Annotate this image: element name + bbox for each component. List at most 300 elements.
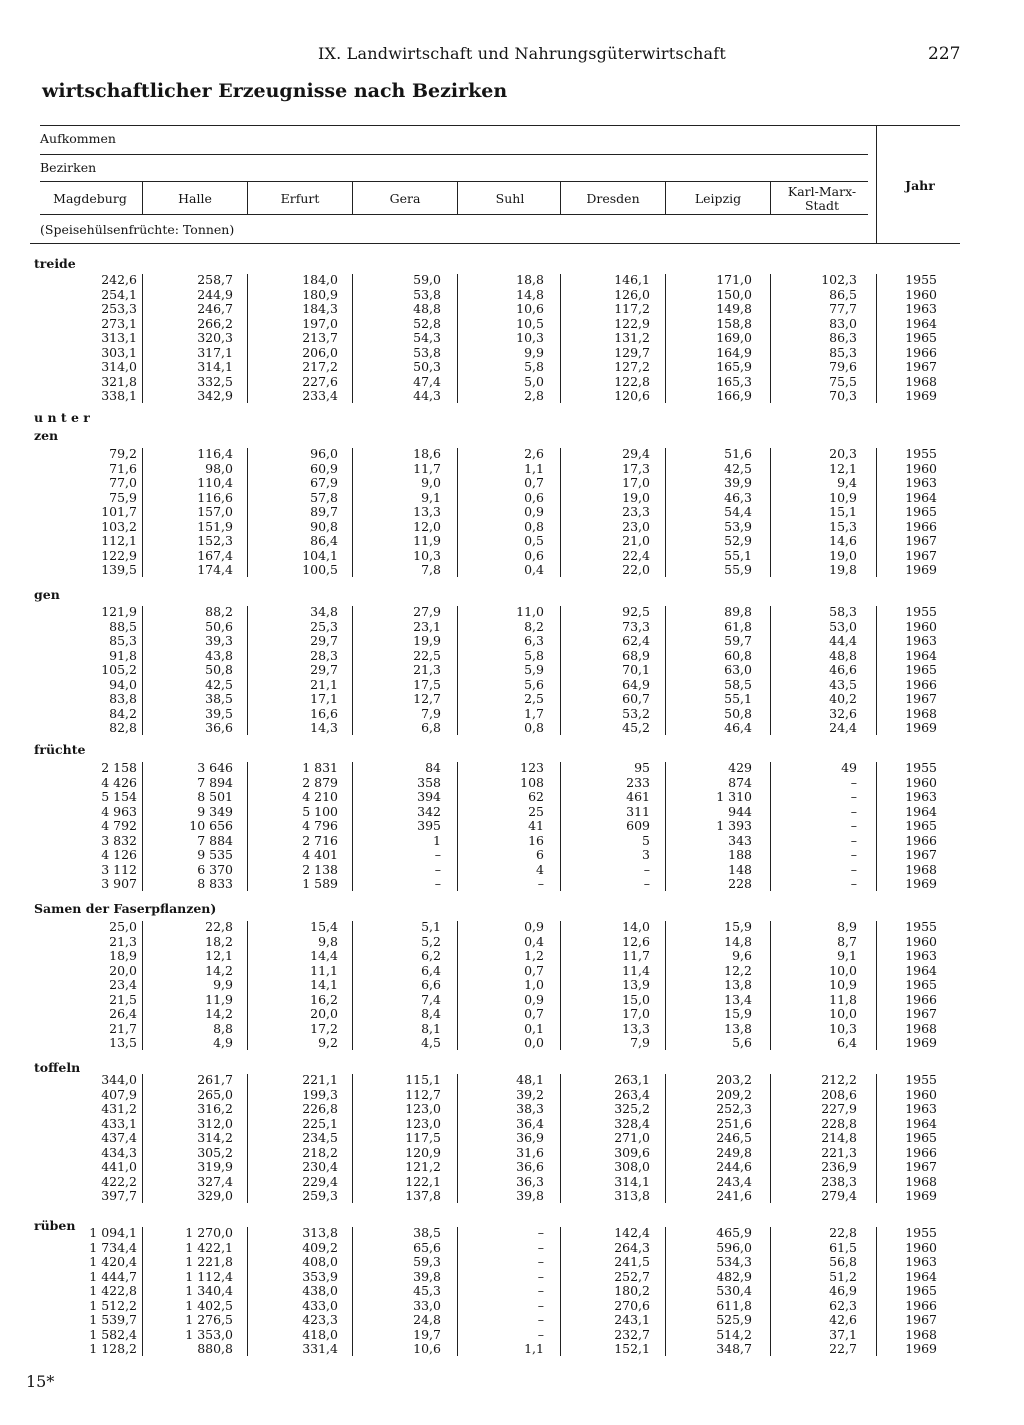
cell-magdeburg: 314,0 xyxy=(101,359,137,374)
cell-year: 1966 xyxy=(905,1144,937,1160)
table-row xyxy=(0,834,1024,848)
cell-gera: 10,6 xyxy=(413,1341,441,1356)
cell-leipzig: 243,4 xyxy=(716,1173,752,1189)
cell-gera: 12,7 xyxy=(413,691,441,706)
table-row xyxy=(0,1073,1024,1087)
table-row xyxy=(0,848,1024,862)
cell-erfurt: 90,8 xyxy=(310,518,338,534)
year-header: Jahr xyxy=(905,178,935,193)
cell-dresden: 68,9 xyxy=(622,647,650,663)
cell-dresden: 328,4 xyxy=(614,1115,650,1131)
cell-karl-marx-stadt: 221,3 xyxy=(821,1144,857,1160)
cell-halle: 22,8 xyxy=(205,919,233,934)
cell-suhl: 36,6 xyxy=(516,1159,544,1174)
cell-leipzig: 203,2 xyxy=(716,1072,752,1087)
cell-erfurt: 408,0 xyxy=(302,1254,338,1269)
cell-karl-marx-stadt: 10,0 xyxy=(829,1006,857,1021)
table-row xyxy=(0,505,1024,519)
cell-suhl: 9,9 xyxy=(524,344,544,360)
cell-gera: – xyxy=(434,861,441,877)
cell-suhl: 36,9 xyxy=(516,1130,544,1145)
cell-magdeburg: 84,2 xyxy=(109,705,137,721)
cell-dresden: 314,1 xyxy=(614,1173,650,1189)
cell-halle: 152,3 xyxy=(197,533,233,548)
cell-suhl: – xyxy=(537,1268,544,1284)
cell-year: 1969 xyxy=(905,562,937,577)
cell-erfurt: 1 589 xyxy=(302,876,338,891)
cell-gera: 39,8 xyxy=(413,1268,441,1284)
table-row xyxy=(0,649,1024,663)
cell-erfurt: 221,1 xyxy=(302,1072,338,1087)
cell-dresden: 17,0 xyxy=(622,1006,650,1021)
cell-magdeburg: 25,0 xyxy=(109,919,137,934)
cell-year: 1965 xyxy=(905,1283,937,1298)
cell-gera: 17,5 xyxy=(413,676,441,692)
section-label: gen xyxy=(34,587,60,602)
section-label: rüben xyxy=(34,1218,76,1233)
cell-year: 1968 xyxy=(905,373,937,389)
cell-leipzig: 60,8 xyxy=(724,647,752,663)
cell-leipzig: 46,4 xyxy=(724,720,752,735)
cell-dresden: 142,4 xyxy=(614,1225,650,1240)
cell-suhl: 16 xyxy=(528,832,544,848)
cell-magdeburg: 407,9 xyxy=(101,1086,137,1102)
cell-halle: 43,8 xyxy=(205,647,233,663)
table-row xyxy=(0,1342,1024,1356)
cell-gera: – xyxy=(434,847,441,862)
cell-karl-marx-stadt: 19,8 xyxy=(829,562,857,577)
cell-magdeburg: 3 832 xyxy=(101,832,137,848)
cell-year: 1963 xyxy=(905,789,937,804)
cell-leipzig: 166,9 xyxy=(716,388,752,403)
table-row xyxy=(0,819,1024,833)
cell-suhl: 10,5 xyxy=(516,315,544,331)
cell-halle: 319,9 xyxy=(197,1159,233,1174)
cell-karl-marx-stadt: 83,0 xyxy=(829,315,857,331)
table-row xyxy=(0,331,1024,345)
unit-note: (Speisehülsenfrüchte: Tonnen) xyxy=(40,222,235,237)
cell-halle: 4,9 xyxy=(213,1035,233,1050)
cell-year: 1960 xyxy=(905,286,937,302)
cell-leipzig: 251,6 xyxy=(716,1115,752,1131)
cell-magdeburg: 273,1 xyxy=(101,315,137,331)
cell-erfurt: 331,4 xyxy=(302,1341,338,1356)
cell-leipzig: 54,4 xyxy=(724,504,752,519)
cell-suhl: – xyxy=(537,1297,544,1313)
cell-dresden: 325,2 xyxy=(614,1101,650,1116)
cell-year: 1965 xyxy=(905,977,937,992)
cell-dresden: 23,3 xyxy=(622,504,650,519)
cell-year: 1967 xyxy=(905,1159,937,1174)
cell-gera: 1 xyxy=(433,832,441,848)
cell-suhl: 39,2 xyxy=(516,1086,544,1102)
cell-halle: 11,9 xyxy=(205,991,233,1007)
cell-erfurt: 89,7 xyxy=(310,504,338,519)
cell-dresden: 311 xyxy=(626,803,650,819)
cell-karl-marx-stadt: 8,9 xyxy=(837,919,857,934)
cell-leipzig: 13,8 xyxy=(724,1020,752,1036)
section-label: u n t e r xyxy=(34,410,90,425)
cell-karl-marx-stadt: 22,7 xyxy=(829,1341,857,1356)
cell-magdeburg: 422,2 xyxy=(101,1173,137,1189)
cell-leipzig: 534,3 xyxy=(716,1254,752,1269)
cell-leipzig: 165,9 xyxy=(716,359,752,374)
cell-suhl: 0,0 xyxy=(524,1035,544,1050)
cell-halle: 1 270,0 xyxy=(185,1225,233,1240)
cell-magdeburg: 3 907 xyxy=(101,876,137,891)
table-row xyxy=(0,491,1024,505)
cell-erfurt: 423,3 xyxy=(302,1312,338,1327)
cell-leipzig: 158,8 xyxy=(716,315,752,331)
cell-gera: 7,9 xyxy=(421,705,441,721)
cell-dresden: 17,0 xyxy=(622,475,650,490)
cell-leipzig: 525,9 xyxy=(716,1312,752,1327)
cell-leipzig: 52,9 xyxy=(724,533,752,548)
cell-karl-marx-stadt: 85,3 xyxy=(829,344,857,360)
cell-erfurt: 180,9 xyxy=(302,286,338,302)
cell-halle: 317,1 xyxy=(197,344,233,360)
cell-suhl: 39,8 xyxy=(516,1188,544,1203)
cell-year: 1966 xyxy=(905,518,937,534)
cell-leipzig: 188 xyxy=(728,847,752,862)
cell-suhl: 14,8 xyxy=(516,286,544,302)
cell-suhl: 5,6 xyxy=(524,676,544,692)
cell-erfurt: 96,0 xyxy=(310,446,338,461)
cell-year: 1963 xyxy=(905,633,937,648)
table-row xyxy=(0,1175,1024,1189)
cell-erfurt: 229,4 xyxy=(302,1173,338,1189)
cell-dresden: 95 xyxy=(634,760,650,775)
cell-year: 1964 xyxy=(905,962,937,978)
cell-dresden: 12,6 xyxy=(622,933,650,949)
cell-dresden: 11,7 xyxy=(622,948,650,963)
cell-halle: 6 370 xyxy=(197,861,233,877)
cell-suhl: 41 xyxy=(528,818,544,833)
cell-suhl: 38,3 xyxy=(516,1101,544,1116)
col-halle: Halle xyxy=(178,191,212,206)
col-dresden: Dresden xyxy=(586,191,640,206)
cell-erfurt: 104,1 xyxy=(302,547,338,563)
cell-halle: 265,0 xyxy=(197,1086,233,1102)
cell-magdeburg: 441,0 xyxy=(101,1159,137,1174)
cell-year: 1964 xyxy=(905,1268,937,1284)
table-row xyxy=(0,761,1024,775)
table-row xyxy=(0,549,1024,563)
cell-karl-marx-stadt: – xyxy=(850,774,857,790)
cell-erfurt: 353,9 xyxy=(302,1268,338,1284)
cell-karl-marx-stadt: 79,6 xyxy=(829,359,857,374)
table-row xyxy=(0,790,1024,804)
table-row xyxy=(0,805,1024,819)
cell-magdeburg: 23,4 xyxy=(109,977,137,992)
cell-leipzig: 148 xyxy=(728,861,752,877)
cell-erfurt: 230,4 xyxy=(302,1159,338,1174)
cell-magdeburg: 1 734,4 xyxy=(89,1239,137,1255)
cell-halle: 116,6 xyxy=(197,489,233,505)
cell-dresden: 22,0 xyxy=(622,562,650,577)
cell-erfurt: 16,6 xyxy=(310,705,338,721)
cell-dresden: 313,8 xyxy=(614,1188,650,1203)
cell-karl-marx-stadt: 279,4 xyxy=(821,1188,857,1203)
table-row xyxy=(0,678,1024,692)
cell-year: 1965 xyxy=(905,818,937,833)
cell-magdeburg: 112,1 xyxy=(101,533,137,548)
table-row xyxy=(0,920,1024,934)
cell-gera: 8,1 xyxy=(421,1020,441,1036)
cell-erfurt: 259,3 xyxy=(302,1188,338,1203)
year-column-divider xyxy=(876,126,877,243)
cell-leipzig: 596,0 xyxy=(716,1239,752,1255)
cell-suhl: 10,6 xyxy=(516,301,544,316)
cell-erfurt: 433,0 xyxy=(302,1297,338,1313)
cell-leipzig: 50,8 xyxy=(724,705,752,721)
cell-suhl: 1,0 xyxy=(524,977,544,992)
cell-year: 1955 xyxy=(905,604,937,619)
cell-karl-marx-stadt: 8,7 xyxy=(837,933,857,949)
table-row xyxy=(0,1328,1024,1342)
cell-gera: 54,3 xyxy=(413,330,441,345)
cell-erfurt: 100,5 xyxy=(302,562,338,577)
table-row xyxy=(0,302,1024,316)
cell-magdeburg: 101,7 xyxy=(101,504,137,519)
cell-dresden: 60,7 xyxy=(622,691,650,706)
cell-karl-marx-stadt: 48,8 xyxy=(829,647,857,663)
cell-magdeburg: 121,9 xyxy=(101,604,137,619)
cell-halle: 329,0 xyxy=(197,1188,233,1203)
cell-karl-marx-stadt: 236,9 xyxy=(821,1159,857,1174)
cell-suhl: 0,4 xyxy=(524,933,544,949)
cell-leipzig: 14,8 xyxy=(724,933,752,949)
cell-year: 1969 xyxy=(905,1341,937,1356)
cell-year: 1955 xyxy=(905,919,937,934)
cell-leipzig: 171,0 xyxy=(716,272,752,287)
cell-suhl: 6 xyxy=(536,847,544,862)
cell-magdeburg: 4 426 xyxy=(101,774,137,790)
cell-karl-marx-stadt: 214,8 xyxy=(821,1130,857,1145)
cell-gera: 122,1 xyxy=(405,1173,441,1189)
cell-erfurt: 225,1 xyxy=(302,1115,338,1131)
cell-gera: 117,5 xyxy=(405,1130,441,1145)
cell-karl-marx-stadt: 19,0 xyxy=(829,547,857,563)
cell-suhl: 1,1 xyxy=(524,1341,544,1356)
table-row xyxy=(0,1007,1024,1021)
cell-karl-marx-stadt: 77,7 xyxy=(829,301,857,316)
header-sep xyxy=(247,182,248,214)
cell-year: 1964 xyxy=(905,803,937,819)
cell-year: 1966 xyxy=(905,676,937,692)
cell-magdeburg: 4 792 xyxy=(101,818,137,833)
cell-gera: 53,8 xyxy=(413,344,441,360)
cell-gera: 53,8 xyxy=(413,286,441,302)
cell-halle: 167,4 xyxy=(197,547,233,563)
cell-leipzig: 944 xyxy=(728,803,752,819)
chapter-title: IX. Landwirtschaft und Nahrungsgüterwirtschaft xyxy=(318,44,726,63)
table-row xyxy=(0,447,1024,461)
cell-karl-marx-stadt: 58,3 xyxy=(829,604,857,619)
cell-dresden: 62,4 xyxy=(622,633,650,648)
cell-halle: 151,9 xyxy=(197,518,233,534)
header-sep xyxy=(665,182,666,214)
table-row xyxy=(0,1036,1024,1050)
cell-halle: 312,0 xyxy=(197,1115,233,1131)
cell-halle: 1 422,1 xyxy=(185,1239,233,1255)
cell-suhl: 2,5 xyxy=(524,691,544,706)
cell-dresden: 22,4 xyxy=(622,547,650,563)
cell-dresden: 152,1 xyxy=(614,1341,650,1356)
cell-year: 1960 xyxy=(905,618,937,634)
cell-karl-marx-stadt: 15,1 xyxy=(829,504,857,519)
cell-leipzig: 55,1 xyxy=(724,547,752,563)
cell-leipzig: 1 393 xyxy=(716,818,752,833)
cell-karl-marx-stadt: 14,6 xyxy=(829,533,857,548)
cell-halle: 14,2 xyxy=(205,962,233,978)
cell-halle: 14,2 xyxy=(205,1006,233,1021)
header-rule-3 xyxy=(40,181,868,182)
table-row xyxy=(0,634,1024,648)
section-label: treide xyxy=(34,256,76,271)
page-number: 227 xyxy=(928,44,961,64)
cell-suhl: 8,2 xyxy=(524,618,544,634)
cell-magdeburg: 4 126 xyxy=(101,847,137,862)
cell-year: 1965 xyxy=(905,662,937,677)
cell-erfurt: 218,2 xyxy=(302,1144,338,1160)
cell-dresden: – xyxy=(643,861,650,877)
cell-erfurt: 199,3 xyxy=(302,1086,338,1102)
cell-halle: 110,4 xyxy=(197,475,233,490)
cell-magdeburg: 433,1 xyxy=(101,1115,137,1131)
cell-leipzig: 164,9 xyxy=(716,344,752,360)
cell-dresden: 126,0 xyxy=(614,286,650,302)
cell-year: 1968 xyxy=(905,705,937,721)
cell-halle: 327,4 xyxy=(197,1173,233,1189)
cell-dresden: 117,2 xyxy=(614,301,650,316)
cell-halle: 39,5 xyxy=(205,705,233,721)
cell-leipzig: 611,8 xyxy=(716,1297,752,1313)
cell-dresden: 241,5 xyxy=(614,1254,650,1269)
header-sep xyxy=(560,182,561,214)
cell-gera: 11,7 xyxy=(413,460,441,476)
cell-suhl: 0,6 xyxy=(524,547,544,563)
cell-karl-marx-stadt: – xyxy=(850,818,857,833)
cell-halle: 258,7 xyxy=(197,272,233,287)
cell-suhl: – xyxy=(537,1254,544,1269)
cell-karl-marx-stadt: – xyxy=(850,803,857,819)
cell-year: 1965 xyxy=(905,330,937,345)
cell-leipzig: 246,5 xyxy=(716,1130,752,1145)
cell-gera: 7,4 xyxy=(421,991,441,1007)
cell-erfurt: 2 138 xyxy=(302,861,338,877)
cell-erfurt: 57,8 xyxy=(310,489,338,505)
cell-karl-marx-stadt: 56,8 xyxy=(829,1254,857,1269)
cell-karl-marx-stadt: – xyxy=(850,832,857,848)
table-row xyxy=(0,978,1024,992)
cell-dresden: 270,6 xyxy=(614,1297,650,1313)
cell-year: 1955 xyxy=(905,760,937,775)
cell-gera: 6,2 xyxy=(421,948,441,963)
cell-erfurt: 2 716 xyxy=(302,832,338,848)
aufkommen-label: Aufkommen xyxy=(40,131,116,146)
cell-leipzig: 1 310 xyxy=(716,789,752,804)
table-row xyxy=(0,288,1024,302)
cell-magdeburg: 338,1 xyxy=(101,388,137,403)
cell-gera: 19,7 xyxy=(413,1326,441,1342)
cell-magdeburg: 85,3 xyxy=(109,633,137,648)
cell-dresden: 64,9 xyxy=(622,676,650,692)
cell-leipzig: 874 xyxy=(728,774,752,790)
cell-year: 1968 xyxy=(905,1326,937,1342)
table-row xyxy=(0,534,1024,548)
cell-year: 1964 xyxy=(905,647,937,663)
cell-erfurt: 11,1 xyxy=(310,962,338,978)
cell-suhl: 0,1 xyxy=(524,1020,544,1036)
table-row xyxy=(0,273,1024,287)
cell-leipzig: 465,9 xyxy=(716,1225,752,1240)
cell-dresden: 17,3 xyxy=(622,460,650,476)
cell-halle: 314,2 xyxy=(197,1130,233,1145)
cell-halle: 157,0 xyxy=(197,504,233,519)
cell-dresden: 131,2 xyxy=(614,330,650,345)
header-sep xyxy=(142,182,143,214)
cell-halle: 10 656 xyxy=(189,818,233,833)
cell-magdeburg: 344,0 xyxy=(101,1072,137,1087)
cell-gera: 48,8 xyxy=(413,301,441,316)
cell-dresden: 252,7 xyxy=(614,1268,650,1284)
cell-year: 1963 xyxy=(905,1254,937,1269)
cell-dresden: 7,9 xyxy=(630,1035,650,1050)
cell-karl-marx-stadt: – xyxy=(850,847,857,862)
cell-halle: 266,2 xyxy=(197,315,233,331)
cell-gera: – xyxy=(434,876,441,891)
cell-karl-marx-stadt: 102,3 xyxy=(821,272,857,287)
bezirken-label: Bezirken xyxy=(40,160,97,175)
cell-karl-marx-stadt: 49 xyxy=(841,760,857,775)
section-label: früchte xyxy=(34,742,86,757)
table-row xyxy=(0,1088,1024,1102)
cell-year: 1966 xyxy=(905,344,937,360)
cell-dresden: 45,2 xyxy=(622,720,650,735)
cell-gera: 44,3 xyxy=(413,388,441,403)
cell-gera: 19,9 xyxy=(413,633,441,648)
cell-dresden: 146,1 xyxy=(614,272,650,287)
table-row xyxy=(0,1226,1024,1240)
cell-dresden: 29,4 xyxy=(622,446,650,461)
cell-year: 1967 xyxy=(905,691,937,706)
cell-karl-marx-stadt: 9,1 xyxy=(837,948,857,963)
cell-magdeburg: 1 420,4 xyxy=(89,1254,137,1269)
cell-gera: 27,9 xyxy=(413,604,441,619)
cell-karl-marx-stadt: 40,2 xyxy=(829,691,857,706)
cell-suhl: – xyxy=(537,1239,544,1255)
col-stadt: Stadt xyxy=(804,198,840,213)
cell-year: 1969 xyxy=(905,720,937,735)
cell-suhl: 0,9 xyxy=(524,919,544,934)
section-label: Samen der Faserpflanzen) xyxy=(34,901,217,916)
cell-dresden: 127,2 xyxy=(614,359,650,374)
cell-magdeburg: 431,2 xyxy=(101,1101,137,1116)
cell-magdeburg: 20,0 xyxy=(109,962,137,978)
cell-magdeburg: 103,2 xyxy=(101,518,137,534)
cell-gera: 59,3 xyxy=(413,1254,441,1269)
cell-gera: 59,0 xyxy=(413,272,441,287)
cell-leipzig: 59,7 xyxy=(724,633,752,648)
cell-year: 1955 xyxy=(905,272,937,287)
cell-magdeburg: 434,3 xyxy=(101,1144,137,1160)
cell-suhl: 0,7 xyxy=(524,1006,544,1021)
cell-suhl: 0,4 xyxy=(524,562,544,577)
cell-gera: 10,3 xyxy=(413,547,441,563)
cell-erfurt: 14,1 xyxy=(310,977,338,992)
cell-leipzig: 429 xyxy=(728,760,752,775)
